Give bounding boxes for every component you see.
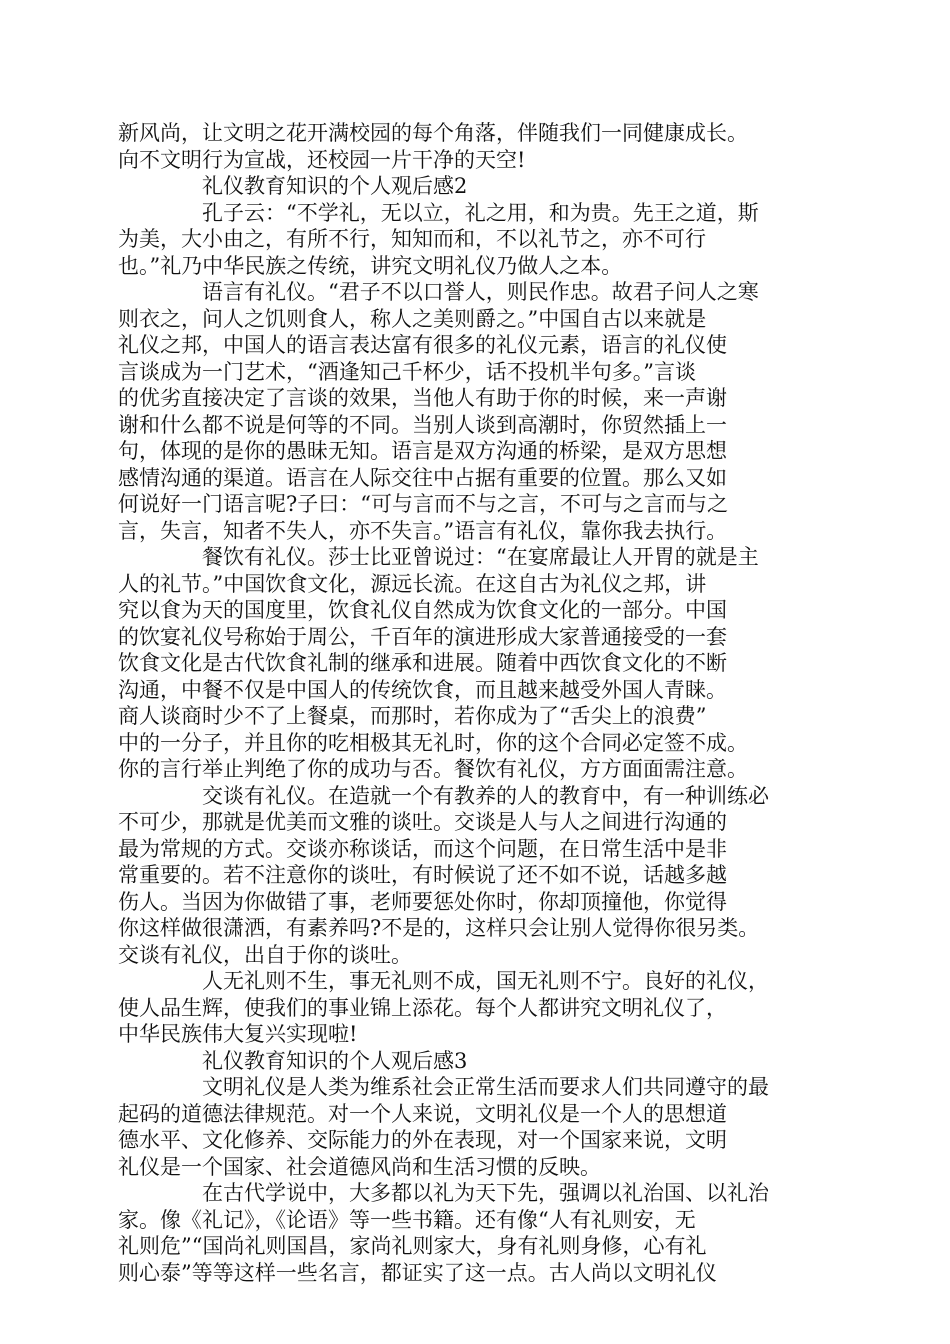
text-line: 语言有礼仪。“君子不以口誉人，则民作忠。故君子问人之寒 [202, 280, 759, 304]
text-line: 使人品生辉，使我们的事业锦上添花。每个人都讲究文明礼仪了， [118, 995, 727, 1020]
text-line: 感情沟通的渠道。语言在人际交往中占据有重要的位置。那么又如 [118, 465, 727, 490]
text-line: 谢和什么都不说是何等的不同。当别人谈到高潮时，你贸然插上一 [118, 412, 727, 437]
text-line: 孔子云：“不学礼，无以立，礼之用，和为贵。先王之道，斯 [202, 200, 759, 225]
text-line: 你这样做很潇洒，有素养吗?不是的，这样只会让别人觉得你很另类。 [118, 916, 760, 940]
section-title: 礼仪教育知识的个人观后感2 [202, 174, 468, 198]
text-line: 德水平、文化修养、交际能力的外在表现，对一个国家来说，文明 [118, 1128, 727, 1152]
text-line: 常重要的。若不注意你的谈吐，有时候说了还不如不说，话越多越 [118, 863, 727, 887]
text-line: 言谈成为一门艺术，“酒逢知己千杯少，话不投机半句多。”言谈 [118, 359, 696, 384]
text-line: 人无礼则不生，事无礼则不成，国无礼则不宁。良好的礼仪， [202, 969, 769, 993]
text-line: 礼仪之邦，中国人的语言表达富有很多的礼仪元素，语言的礼仪使 [118, 333, 727, 357]
text-line: 何说好一门语言呢?子曰：“可与言而不与之言，不可与之言而与之 [118, 492, 728, 516]
text-line: 沟通，中餐不仅是中国人的传统饮食，而且越来越受外国人青睐。 [118, 677, 727, 702]
text-line: 中华民族伟大复兴实现啦! [118, 1022, 358, 1046]
text-line: 不可少，那就是优美而文雅的谈吐。交谈是人与人之间进行沟通的 [118, 810, 727, 834]
text-line: 礼则危”“国尚礼则国昌，家尚礼则家大，身有礼则身修，心有礼 [118, 1234, 707, 1258]
text-line: 新风尚，让文明之花开满校园的每个角落，伴随我们一同健康成长。 [118, 121, 748, 145]
text-line: 家。像《礼记》，《论语》等一些书籍。还有像“人有礼则安，无 [118, 1207, 696, 1232]
text-line: 的饮宴礼仪号称始于周公，千百年的演进形成大家普通接受的一套 [118, 624, 727, 649]
text-line: 礼仪是一个国家、社会道德风尚和生活习惯的反映。 [118, 1154, 601, 1179]
section-title: 礼仪教育知识的个人观后感3 [202, 1048, 468, 1073]
text-line: 你的言行举止判绝了你的成功与否。餐饮有礼仪，方方面面需注意。 [118, 757, 748, 781]
text-line: 言，失言，知者不失人，亦不失言。”语言有礼仪，靠你我去执行。 [118, 518, 728, 543]
text-line: 究以食为天的国度里，饮食礼仪自然成为饮食文化的一部分。中国 [118, 598, 727, 622]
text-line: 的优劣直接决定了言谈的效果，当他人有助于你的时候，来一声谢 [118, 386, 727, 410]
document-page [118, 120, 838, 1286]
text-line: 人的礼节。”中国饮食文化，源远长流。在这自古为礼仪之邦，讲 [118, 571, 707, 596]
text-line: 饮食文化是古代饮食礼制的继承和进展。随着中西饮食文化的不断 [118, 651, 727, 675]
text-line: 在古代学说中，大多都以礼为天下先，强调以礼治国、以礼治 [202, 1181, 769, 1205]
text-line: 也。”礼乃中华民族之传统，讲究文明礼仪乃做人之本。 [118, 253, 623, 278]
text-line: 商人谈商时少不了上餐桌，而那时，若你成为了“舌尖上的浪费” [118, 704, 707, 728]
text-line: 起码的道德法律规范。对一个人来说，文明礼仪是一个人的思想道 [118, 1101, 727, 1126]
text-line: 中的一分子，并且你的吃相极其无礼时，你的这个合同必定签不成。 [118, 730, 748, 755]
text-line: 向不文明行为宣战，还校园一片干净的天空! [118, 147, 526, 172]
text-line: 为美，大小由之，有所不行，知知而和，不以礼节之，亦不可行 [118, 227, 706, 251]
text-line: 文明礼仪是人类为维系社会正常生活而要求人们共同遵守的最 [202, 1075, 769, 1099]
text-line: 则心泰”等等这样一些名言，都证实了这一点。古人尚以文明礼仪 [118, 1260, 717, 1285]
text-line: 伤人。当因为你做错了事，老师要惩处你时，你却顶撞他，你觉得 [118, 889, 727, 914]
text-line: 餐饮有礼仪。莎士比亚曾说过：“在宴席最让人开胃的就是主 [202, 545, 759, 569]
text-line: 交谈有礼仪。在造就一个有教养的人的教育中，有一种训练必 [202, 783, 769, 808]
text-line: 最为常规的方式。交谈亦称谈话，而这个问题，在日常生活中是非 [118, 836, 727, 861]
text-line: 交谈有礼仪，出自于你的谈吐。 [118, 942, 412, 967]
text-line: 则衣之，问人之饥则食人，称人之美则爵之。”中国自古以来就是 [118, 306, 707, 331]
text-line: 句，体现的是你的愚昧无知。语言是双方沟通的桥梁，是双方思想 [118, 439, 727, 463]
